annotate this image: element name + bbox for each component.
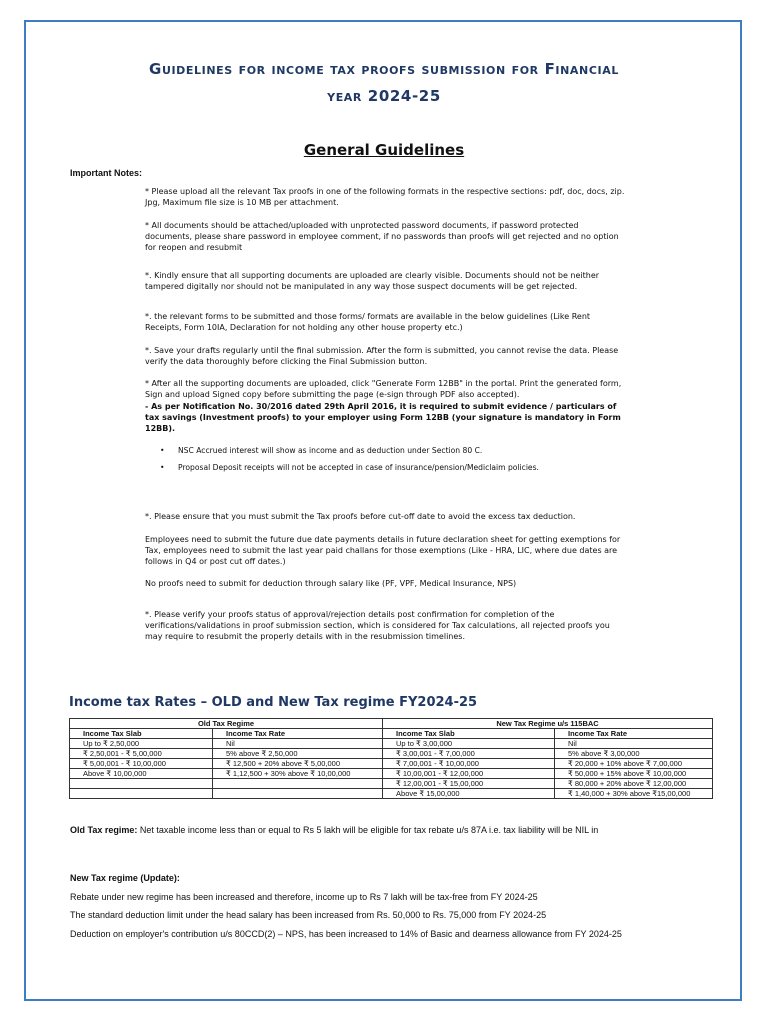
note-8: Employees need to submit the future due date payments details in future declaration sheet for getting exemptions for Tax, employees need to submit the last year paid challans for those exemptions (Like - HRA, LIC, where due dates are follows in Q4 or post cut off dates.)	[145, 535, 621, 566]
bullet-item: • Proposal Deposit receipts will not be accepted in case of insurance/pension/Mediclaim policies.	[160, 463, 539, 472]
old-regime-text: Net taxable income less than or equal to Rs 5 lakh will be eligible for tax rebate u/s 87A i.e. tax liability will be NIL in	[137, 825, 599, 835]
important-notes-label: Important Notes:	[70, 168, 142, 178]
old-regime-header: Old Tax Regime	[70, 719, 383, 729]
document-title-line-2: year 2024-25	[327, 87, 441, 105]
table-cell: ₹ 12,500 + 20% above ₹ 5,00,000	[213, 759, 383, 769]
note-9: No proofs need to submit for deduction through salary like (PF, VPF, Medical Insurance, NPS)	[145, 579, 517, 588]
old-regime-paragraph	[70, 825, 710, 836]
bullet-text: Proposal Deposit receipts will not be accepted in case of insurance/pension/Mediclaim policies.	[178, 463, 539, 472]
table-cell	[70, 789, 213, 799]
table-row	[70, 759, 713, 769]
general-guidelines-heading: General Guidelines	[303, 141, 465, 159]
table-cell: Nil	[213, 739, 383, 749]
column-header: Income Tax Rate	[555, 729, 713, 739]
table-cell	[213, 789, 383, 799]
table-cell: ₹ 2,50,001 - ₹ 5,00,000	[70, 749, 213, 759]
table-cell: ₹ 1,40,000 + 30% above ₹15,00,000	[555, 789, 713, 799]
note-4: *. the relevant forms to be submitted and those forms/ formats are available in the below guidelines (Like Rent Receipts, Form 10IA, Declaration for not holding any other house property etc.)	[145, 312, 591, 332]
note-10: *. Please verify your proofs status of approval/rejection details post confirmation for completion of the verifications/validations in proof submission section, which is considered for Tax calculations, all rejected proofs you may require to resubmit the properly details with in the resubmission timelines.	[145, 610, 610, 641]
note-form-12bb: - As per Notification No. 30/2016 dated 29th April 2016, it is required to submit evidence / particulars of tax savings (Investment proofs) to your employer using Form 12BB (your signature is mandatory in Form 12BB).	[145, 402, 621, 433]
table-cell: ₹ 80,000 + 20% above ₹ 12,00,000	[555, 779, 713, 789]
document-title-line-1: Guidelines for income tax proofs submission for Financial	[149, 60, 619, 78]
old-regime-label: Old Tax regime:	[70, 825, 138, 835]
table-row	[70, 739, 713, 749]
table-subheader-row	[70, 729, 713, 739]
table-cell: Above ₹ 15,00,000	[383, 789, 555, 799]
table-cell: ₹ 7,00,001 - ₹ 10,00,000	[383, 759, 555, 769]
table-cell: 5% above ₹ 2,50,000	[213, 749, 383, 759]
note-6: * After all the supporting documents are uploaded, click "Generate Form 12BB" in the portal. Print the generated form, Sign and upload Signed copy before submitting the page (e-sign through PDF also accepted).	[145, 379, 622, 399]
table-row	[70, 779, 713, 789]
tax-rates-table	[69, 718, 713, 799]
table-header-row	[70, 719, 713, 729]
new-regime-line-2: The standard deduction limit under the head salary has been increased from Rs. 50,000 to Rs. 75,000 from FY 2024-25	[70, 910, 547, 920]
new-regime-line-1: Rebate under new regime has been increased and therefore, income up to Rs 7 lakh will be tax-free from FY 2024-25	[70, 892, 538, 902]
table-cell: ₹ 10,00,001 - ₹ 12,00,000	[383, 769, 555, 779]
table-row	[70, 769, 713, 779]
table-cell: Nil	[555, 739, 713, 749]
column-header: Income Tax Rate	[213, 729, 383, 739]
note-2: * All documents should be attached/uploaded with unprotected password documents, if password protected documents, please share password in employee comment, if no passwords than proofs will get rejected and no option for reopen and resubmit	[145, 221, 619, 252]
table-cell	[70, 779, 213, 789]
table-cell: Up to ₹ 2,50,000	[70, 739, 213, 749]
column-header: Income Tax Slab	[383, 729, 555, 739]
table-cell: ₹ 5,00,001 - ₹ 10,00,000	[70, 759, 213, 769]
table-cell: ₹ 3,00,001 - ₹ 7,00,000	[383, 749, 555, 759]
table-cell: ₹ 20,000 + 10% above ₹ 7,00,000	[555, 759, 713, 769]
new-regime-line-3: Deduction on employer's contribution u/s 80CCD(2) – NPS, has been increased to 14% of Basic and dearness allowance from FY 2024-25	[70, 929, 622, 939]
table-cell: Above ₹ 10,00,000	[70, 769, 213, 779]
bullet-text: NSC Accrued interest will show as income and as deduction under Section 80 C.	[178, 446, 483, 455]
table-cell: Up to ₹ 3,00,000	[383, 739, 555, 749]
table-cell: ₹ 1,12,500 + 30% above ₹ 10,00,000	[213, 769, 383, 779]
column-header: Income Tax Slab	[70, 729, 213, 739]
table-row	[70, 789, 713, 799]
tax-rates-heading: Income tax Rates – OLD and New Tax regime FY2024-25	[69, 695, 478, 710]
note-7: *. Please ensure that you must submit the Tax proofs before cut-off date to avoid the excess tax deduction.	[145, 512, 576, 521]
new-regime-header: New Tax Regime u/s 115BAC	[383, 719, 713, 729]
table-row	[70, 749, 713, 759]
table-cell: 5% above ₹ 3,00,000	[555, 749, 713, 759]
note-3: *. Kindly ensure that all supporting documents are uploaded are clearly visible. Documents should not be neither tampered digitally nor should not be manipulated in any way those suspect documents will be get rejected.	[145, 271, 600, 291]
note-1: * Please upload all the relevant Tax proofs in one of the following formats in the respective sections: pdf, doc, docs, zip. Jpg, Maximum file size is 10 MB per attachment.	[145, 187, 625, 207]
table-cell	[213, 779, 383, 789]
new-regime-heading: New Tax regime (Update):	[70, 873, 180, 883]
note-5: *. Save your drafts regularly until the final submission. After the form is submitted, you cannot revise the data. Please verify the data thoroughly before clicking the Final Submission button.	[145, 346, 619, 366]
bullet-item: • NSC Accrued interest will show as income and as deduction under Section 80 C.	[160, 446, 483, 455]
table-cell: ₹ 12,00,001 - ₹ 15,00,000	[383, 779, 555, 789]
table-cell: ₹ 50,000 + 15% above ₹ 10,00,000	[555, 769, 713, 779]
